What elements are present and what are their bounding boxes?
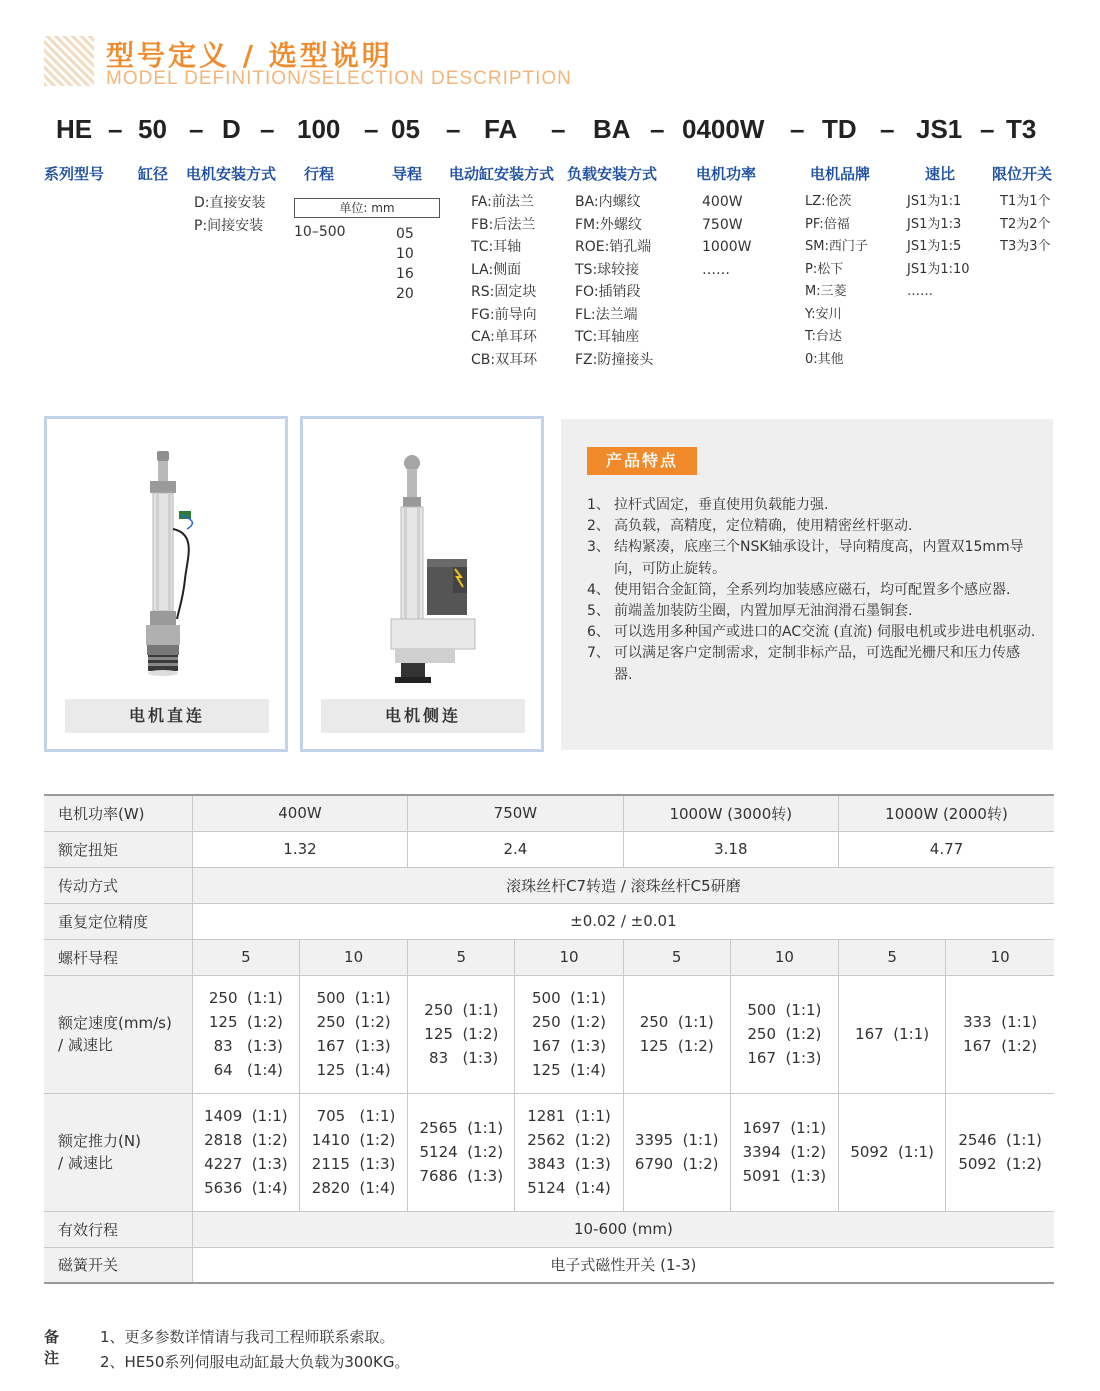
table-cell: 5 xyxy=(623,939,730,975)
page-title: 型号定义 / 选型说明 xyxy=(106,39,393,72)
table-cell xyxy=(515,975,623,1093)
header-decoration xyxy=(44,36,94,86)
cell-text: 500 (1:1) 250 (1:2) 167 (1:3) 125 (1:4) xyxy=(316,989,391,1079)
option-item: JS1为1:3 xyxy=(907,216,962,232)
feature-item xyxy=(587,495,1037,516)
row-label-text: 额定速度(mm/s) / 减速比 xyxy=(58,1014,172,1054)
cell-text: 2546 (1:1) 5092 (1:2) xyxy=(958,1131,1042,1173)
option-item: 20 xyxy=(396,286,414,302)
table-cell: 10 xyxy=(299,939,407,975)
row-label: 重复定位精度 xyxy=(44,903,192,939)
category-bore: 缸径 xyxy=(138,165,169,183)
note-line: 1、更多参数详情请与我司工程师联系索取。 xyxy=(100,1328,395,1346)
row-label: 有效行程 xyxy=(44,1211,192,1247)
options-lead xyxy=(396,224,414,304)
code-dash: – xyxy=(189,114,204,144)
options-load-mount xyxy=(575,191,653,371)
table-row xyxy=(44,1247,1054,1283)
table-cell xyxy=(839,975,946,1093)
page-subtitle: MODEL DEFINITION/SELECTION DESCRIPTION xyxy=(106,68,572,89)
features-tag: 产品特点 xyxy=(587,447,697,475)
category-limit: 限位开关 xyxy=(992,165,1053,183)
option-item: 0:其他 xyxy=(805,351,844,367)
model-code xyxy=(44,114,1056,148)
features-panel xyxy=(561,419,1053,750)
table-cell xyxy=(730,975,838,1093)
feature-number: 4、 xyxy=(587,581,610,598)
table-cell: 10 xyxy=(515,939,623,975)
cell-text: 2565 (1:1) 5124 (1:2) 7686 (1:3) xyxy=(419,1119,504,1185)
feature-number: 7、 xyxy=(587,645,610,662)
notes-label: 备注 xyxy=(44,1328,64,1367)
row-label: 额定扭矩 xyxy=(44,831,192,867)
option-item: SM:西门子 xyxy=(805,239,868,254)
category-lead: 导程 xyxy=(392,165,423,183)
table-cell: 750W xyxy=(408,795,623,831)
table-cell: 1000W (3000转) xyxy=(623,795,838,831)
code-motor-mount: D xyxy=(222,114,241,144)
option-item: T:台达 xyxy=(805,329,842,344)
cell-text: 5092 (1:1) xyxy=(850,1143,934,1161)
option-item: FA:前法兰 xyxy=(471,194,534,210)
option-item: TC:耳轴座 xyxy=(575,329,640,345)
code-dash: – xyxy=(260,114,275,144)
option-item: JS1为1:1 xyxy=(907,194,962,209)
stroke-range: 10–500 xyxy=(294,224,346,240)
option-item: …… xyxy=(907,284,933,299)
code-cylinder-mount: FA xyxy=(484,114,518,144)
spec-table xyxy=(44,794,1054,1284)
table-row xyxy=(44,831,1054,867)
option-item: TS:球较接 xyxy=(575,261,640,278)
code-ratio: JS1 xyxy=(916,114,963,144)
feature-text: 可以选用多种国产或进口的AC交流 (直流) 伺服电机或步进电机驱动. xyxy=(614,624,1036,641)
table-cell xyxy=(623,975,730,1093)
table-cell: 5 xyxy=(408,939,515,975)
option-item: 750W xyxy=(702,216,743,233)
code-bore: 50 xyxy=(138,114,167,144)
note-line: 2、HE50系列伺服电动缸最大负载为300KG。 xyxy=(100,1353,410,1371)
option-item: 10 xyxy=(396,246,414,262)
table-cell: 电子式磁性开关 (1-3) xyxy=(192,1247,1054,1283)
table-cell xyxy=(730,1093,838,1211)
cell-text: 250 (1:1) 125 (1:2) 83 (1:3) xyxy=(424,1001,499,1067)
option-item: FO:插销段 xyxy=(575,284,641,300)
table-cell xyxy=(192,975,299,1093)
feature-text: 拉杆式固定，垂直使用负载能力强. xyxy=(614,497,829,513)
feature-item xyxy=(587,537,1037,579)
table-cell: 400W xyxy=(192,795,407,831)
cell-text: 500 (1:1) 250 (1:2) 167 (1:3) xyxy=(747,1001,822,1067)
option-item: 1000W xyxy=(702,239,752,255)
table-cell xyxy=(515,1093,623,1211)
table-row xyxy=(44,903,1054,939)
feature-item xyxy=(587,601,1037,622)
option-item: 400W xyxy=(702,194,743,210)
option-item: LA:侧面 xyxy=(471,261,522,278)
product-caption: 电机直连 xyxy=(65,699,269,733)
option-item: 16 xyxy=(396,266,414,282)
product-card-side xyxy=(300,416,544,752)
cell-text: 167 (1:1) xyxy=(855,1025,930,1043)
cell-text: 250 (1:1) 125 (1:2) xyxy=(639,1013,714,1055)
table-cell xyxy=(408,1093,515,1211)
option-item: Y:安川 xyxy=(805,306,842,322)
option-item: LZ:伦茨 xyxy=(805,194,852,209)
feature-item xyxy=(587,643,1037,685)
option-item: T3为3个 xyxy=(1000,239,1051,254)
option-item: P:松下 xyxy=(805,261,844,277)
option-item: 05 xyxy=(396,226,414,242)
cell-text: 705 (1:1) 1410 (1:2) 2115 (1:3) 2820 (1:4) xyxy=(311,1107,396,1197)
code-limit: T3 xyxy=(1006,114,1037,144)
table-cell: 2.4 xyxy=(408,831,623,867)
code-series: HE xyxy=(56,114,93,144)
table-cell xyxy=(299,1093,407,1211)
feature-item xyxy=(587,516,1037,537)
table-cell: 1.32 xyxy=(192,831,407,867)
option-item: D:直接安装 xyxy=(194,195,266,211)
table-cell: 5 xyxy=(839,939,946,975)
option-item: JS1为1:10 xyxy=(907,261,970,277)
option-item: TC:耳轴 xyxy=(471,239,522,255)
cell-text: 500 (1:1) 250 (1:2) 167 (1:3) 125 (1:4) xyxy=(531,989,606,1079)
product-caption: 电机侧连 xyxy=(321,699,525,733)
cell-text: 1409 (1:1) 2818 (1:2) 4227 (1:3) 5636 (1:4) xyxy=(204,1107,288,1197)
option-item: CA:单耳环 xyxy=(471,329,537,345)
feature-text: 可以满足客户定制需求，定制非标产品，可选配光栅尺和压力传感器. xyxy=(614,645,1020,683)
table-cell: 10 xyxy=(946,939,1054,975)
table-cell: 3.18 xyxy=(623,831,838,867)
category-load-mount: 负载安装方式 xyxy=(567,165,658,183)
table-cell xyxy=(299,975,407,1093)
table-cell: 10 xyxy=(730,939,838,975)
table-cell: ±0.02 / ±0.01 xyxy=(192,903,1054,939)
table-cell: 滚珠丝杆C7转造 / 滚珠丝杆C5研磨 xyxy=(192,867,1054,903)
option-item: BA:内螺纹 xyxy=(575,194,641,210)
code-stroke: 100 xyxy=(297,114,341,144)
features-list xyxy=(587,495,1037,686)
code-dash: – xyxy=(980,114,995,144)
options-brand xyxy=(805,191,868,371)
feature-number: 5、 xyxy=(587,603,610,620)
option-item: RS:固定块 xyxy=(471,284,537,300)
row-label-text: 额定推力(N) / 减速比 xyxy=(58,1132,141,1172)
row-label: 传动方式 xyxy=(44,867,192,903)
category-power: 电机功率 xyxy=(696,165,757,183)
options-limit xyxy=(1000,191,1050,259)
options-cylinder-mount xyxy=(471,191,537,371)
category-series: 系列型号 xyxy=(44,165,105,183)
table-cell xyxy=(946,1093,1054,1211)
code-dash: – xyxy=(108,114,123,144)
feature-number: 1、 xyxy=(587,497,610,513)
table-cell xyxy=(408,975,515,1093)
code-dash: – xyxy=(446,114,461,144)
table-cell: 1000W (2000转) xyxy=(839,795,1055,831)
table-row xyxy=(44,867,1054,903)
category-ratio: 速比 xyxy=(925,165,956,183)
product-card-direct xyxy=(44,416,288,752)
table-row xyxy=(44,939,1054,975)
option-item: CB:双耳环 xyxy=(471,351,538,368)
table-cell xyxy=(623,1093,730,1211)
option-item: FL:法兰端 xyxy=(575,306,638,323)
option-item: M:三菱 xyxy=(805,284,847,299)
options-motor-mount xyxy=(194,192,266,237)
row-label: 螺杆导程 xyxy=(44,939,192,975)
table-row xyxy=(44,795,1054,831)
cell-text: 333 (1:1) 167 (1:2) xyxy=(963,1013,1038,1055)
row-label: 磁簧开关 xyxy=(44,1247,192,1283)
feature-text: 使用铝合金缸筒，全系列均加装感应磁石，均可配置多个感应器. xyxy=(614,581,1011,598)
row-label xyxy=(44,975,192,1093)
code-dash: – xyxy=(364,114,379,144)
option-item: P:间接安装 xyxy=(194,217,264,234)
option-item: PF:倍福 xyxy=(805,216,850,232)
table-cell: 5 xyxy=(192,939,299,975)
feature-item xyxy=(587,622,1037,643)
table-cell: 10-600 (mm) xyxy=(192,1211,1054,1247)
table-cell: 4.77 xyxy=(839,831,1055,867)
table-cell xyxy=(946,975,1054,1093)
cell-text: 250 (1:1) 125 (1:2) 83 (1:3) 64 (1:4) xyxy=(208,989,283,1079)
feature-text: 前端盖加装防尘圈，内置加厚无油润滑石墨铜套. xyxy=(614,603,913,620)
feature-number: 6、 xyxy=(587,624,610,641)
feature-number: 3、 xyxy=(587,539,610,556)
table-row xyxy=(44,975,1054,1093)
cell-text: 3395 (1:1) 6790 (1:2) xyxy=(634,1131,719,1173)
code-power: 0400W xyxy=(682,114,765,144)
code-dash: – xyxy=(551,114,566,144)
option-item: JS1为1:5 xyxy=(907,239,962,254)
options-ratio xyxy=(907,191,970,304)
feature-text: 结构紧凑，底座三个NSK轴承设计，导向精度高，内置双15mm导向，可防止旋转。 xyxy=(614,539,1024,577)
row-label xyxy=(44,1093,192,1211)
category-motor-mount: 电机安装方式 xyxy=(186,165,277,183)
options-power xyxy=(702,191,751,281)
category-stroke: 行程 xyxy=(304,165,335,183)
option-item: FM:外螺纹 xyxy=(575,216,642,233)
code-dash: – xyxy=(880,114,895,144)
table-cell xyxy=(192,1093,299,1211)
code-load-mount: BA xyxy=(593,114,631,144)
option-item: FB:后法兰 xyxy=(471,216,536,233)
code-lead: 05 xyxy=(391,114,420,144)
code-brand: TD xyxy=(822,114,857,144)
option-item: …… xyxy=(702,261,730,278)
table-cell xyxy=(839,1093,946,1211)
code-dash: – xyxy=(650,114,665,144)
option-item: ROE:销孔端 xyxy=(575,239,652,255)
feature-item xyxy=(587,580,1037,601)
category-brand: 电机品牌 xyxy=(810,165,871,183)
table-row xyxy=(44,1093,1054,1211)
cell-text: 1697 (1:1) 3394 (1:2) 5091 (1:3) xyxy=(742,1119,827,1185)
feature-number: 2、 xyxy=(587,518,610,535)
option-item: FZ:防撞接头 xyxy=(575,351,654,368)
table-row xyxy=(44,1211,1054,1247)
row-label: 电机功率(W) xyxy=(44,795,192,831)
code-dash: – xyxy=(790,114,805,144)
option-item: T1为1个 xyxy=(1000,194,1051,209)
category-cylinder-mount: 电动缸安装方式 xyxy=(449,165,555,183)
stroke-unit-box: 单位: mm xyxy=(294,198,440,218)
feature-text: 高负载，高精度，定位精确，使用精密丝杆驱动. xyxy=(614,518,913,535)
option-item: FG:前导向 xyxy=(471,306,537,323)
option-item: T2为2个 xyxy=(1000,216,1051,232)
cell-text: 1281 (1:1) 2562 (1:2) 3843 (1:3) 5124 (1:4) xyxy=(527,1107,611,1197)
